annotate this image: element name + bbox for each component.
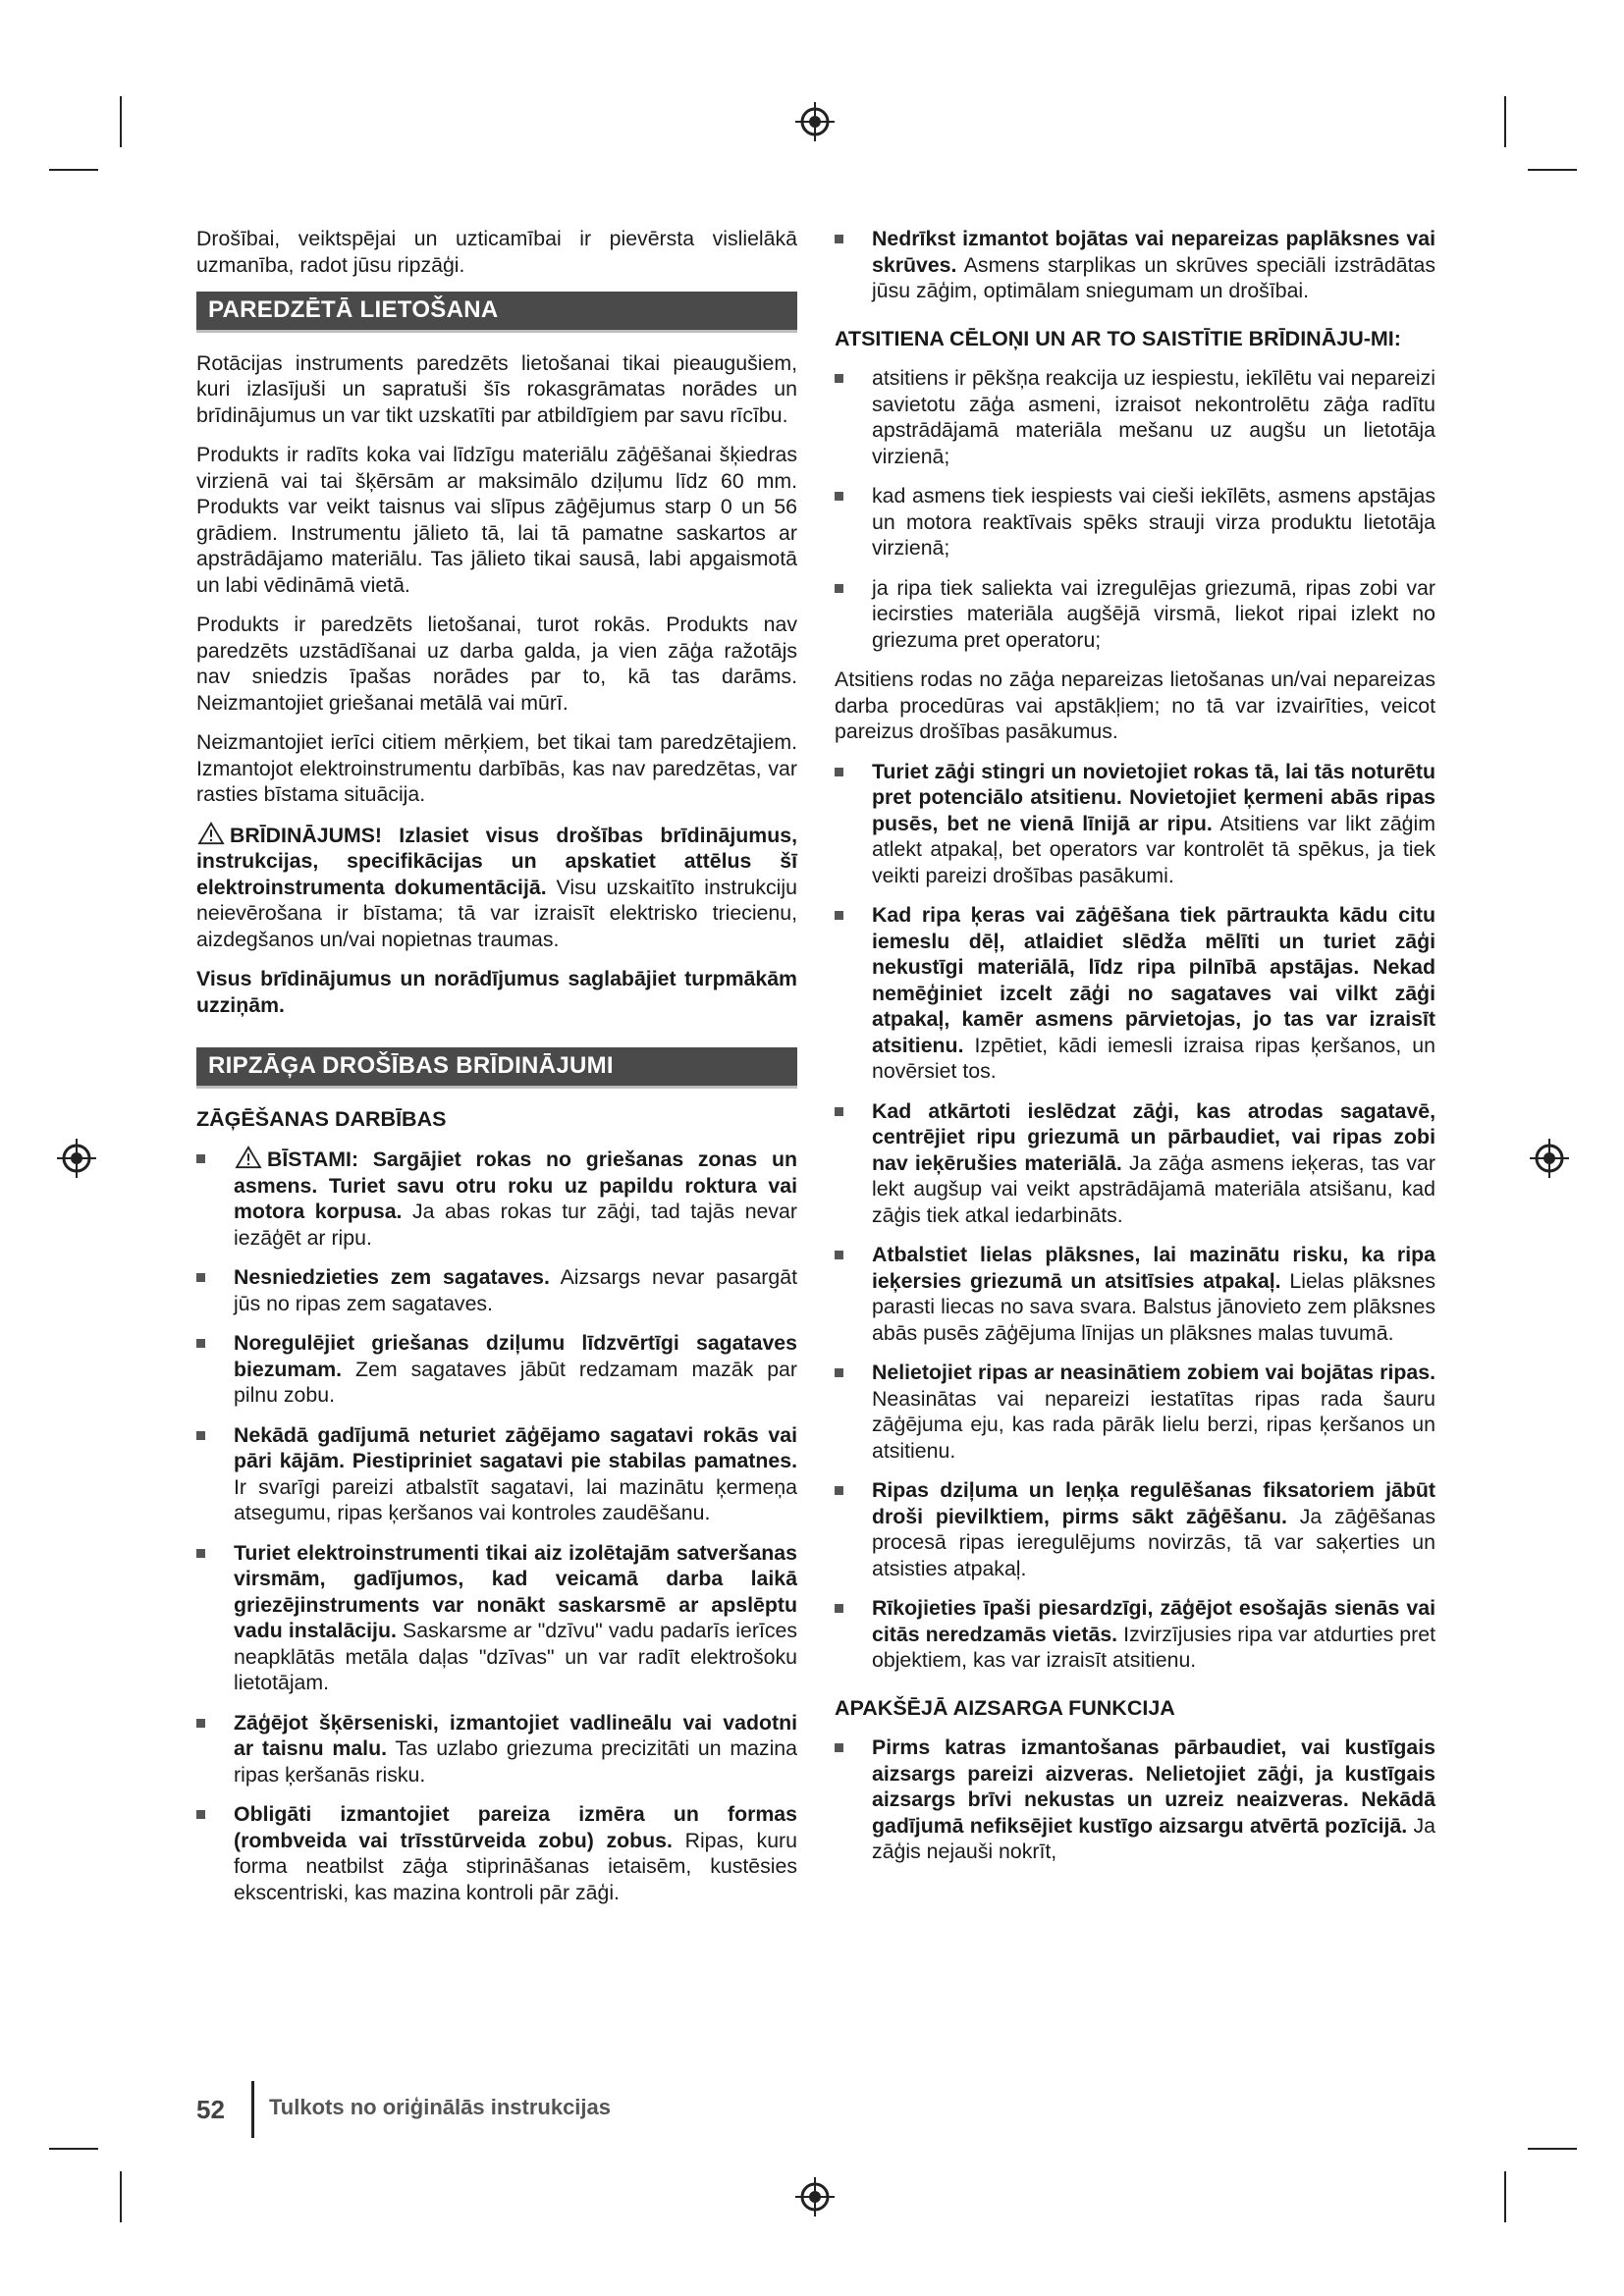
list-item-bold: Atbalstiet lielas plāksnes, lai mazinātu risku, ka ripa ieķersies griezumā un atsitīsies atpakaļ. — [872, 1243, 1435, 1293]
bullet-square-icon — [196, 1549, 205, 1558]
list-item — [835, 902, 1435, 1085]
registration-mark-top-icon — [793, 100, 837, 143]
save-instructions-note: Visus brīdinājumus un norādījumus saglabājiet turpmākām uzziņām. — [196, 967, 797, 1017]
list-item-bold: Turiet zāģi stingri un novietojiet rokas tā, lai tās noturētu pret potenciālo atsitienu. Novietojiet ķermeni abās ripas pusēs, bet ne vienā līnijā ar ripu. — [872, 759, 1435, 835]
crop-mark-top-left-v — [120, 96, 122, 147]
bullet-square-icon — [835, 1251, 843, 1259]
list-item-bold: Nesniedzieties zem sagataves. — [234, 1265, 550, 1289]
kickback-warnings-list — [835, 759, 1435, 1674]
list-item-text: Ja zāģēšanas procesā ripas ieregulējums novirzās, tā var saķerties un atsisties atpakaļ. — [872, 1504, 1436, 1580]
intended-use-paragraph-3: Produkts ir paredzēts lietošanai, turot rokās. Produkts nav paredzēts uzstādīšanai uz darba galda, ja vien zāģa ražotājs nav sniedzis īpašas norādes par to, kā tas darāms. Neizmantojiet griešanai metālā vai mūrī. — [196, 613, 797, 715]
list-item-text: atsitiens ir pēkšņa reakcija uz iespiestu, iekīlētu vai nepareizi savietotu zāģa asmeni, izraisot nekontrolētu zāģa radītu apstrādājamā materiāla mešanu uz augšu un lietotāja virzienā; — [872, 366, 1435, 468]
list-item-bold: Ripas dziļuma un leņķa regulēšanas fiksatoriem jābūt droši pievilktiem, pirms sākt zāģēšanu. — [872, 1478, 1435, 1528]
general-warning-rest: Visu uzskaitīto instrukciju neievērošana ir bīstama; tā var izraisīt elektrisko triecienu, aizdegšanos un/vai nopietnas traumas. — [196, 875, 797, 951]
footer-text: Tulkots no oriģinālās instrukcijas — [269, 2095, 612, 2119]
list-item-text: Ripas, kuru forma neatbilst zāģa stiprināšanas ietaisēm, kustēsies ekscentriski, kas mazina kontroli pār zāģi. — [234, 1828, 797, 1904]
list-item-bold: Pirms katras izmantošanas pārbaudiet, vai kustīgais aizsargs pareizi aizveras. Nelietojiet zāģi, ja kustīgais aizsargs brīvi nekustas un uzreiz neaizveras. Nekādā gadījumā nefiksējiet kustīgo aizsargu atvērtā pozīcijā. — [872, 1735, 1435, 1838]
list-item — [835, 226, 1435, 304]
bullet-square-icon — [196, 1810, 205, 1819]
list-item-text: Tas uzlabo griezuma precizitāti un mazina ripas ķeršanās risku. — [234, 1736, 797, 1787]
list-item-text: kad asmens tiek iespiests vai cieši iekīlēts, asmens apstājas un motora reaktīvais spēks strauji virza produktu lietotāja virzienā; — [872, 484, 1435, 560]
kickback-paragraph: Atsitiens rodas no zāģa nepareizas lietošanas un/vai nepareizas darba procedūras vai apstākļiem; no tā var izvairīties, veicot pareizus drošības pasākumus. — [835, 667, 1435, 743]
bullet-square-icon — [835, 235, 843, 243]
intended-use-paragraph-4: Neizmantojiet ierīci citiem mērķiem, bet tikai tam paredzētajiem. Izmantojot elektroinstrumentu darbībās, kas nav paredzētas, var rasties bīstama situācija. — [196, 730, 797, 806]
list-item-text: Atsitiens var likt zāģim atlekt atpakaļ, bet operators var kontrolēt tā spēkus, ja tiek veikti pareizi drošības pasākumi. — [872, 811, 1435, 887]
subheading-kickback: ATSITIENA CĒLOŅI UN AR TO SAISTĪTIE BRĪDINĀJU-MI: — [835, 326, 1401, 350]
list-item-text: Ja abas rokas tur zāģi, tad tajās nevar iezāģēt ar ripu. — [234, 1200, 797, 1250]
list-item-bold: Nedrīkst izmantot bojātas vai nepareizas paplāksnes vai skrūves. — [872, 227, 1435, 277]
crop-mark-top-right-h — [1528, 169, 1577, 171]
footer-divider — [251, 2081, 254, 2138]
bullet-square-icon — [196, 1154, 205, 1163]
list-item-text: Saskarsme ar "dzīvu" vadu padarīs ierīces neapklātās metāla daļas "dzīvas" un var radīt elektrošoku lietotājam. — [234, 1619, 798, 1694]
list-item-text: Izpētiet, kādi iemesli izraisa ripas ķeršanos, un novērsiet tos. — [872, 1033, 1435, 1083]
list-item-bold: Noregulējiet griešanas dziļumu līdzvērtīgi sagataves biezumam. — [234, 1331, 797, 1381]
list-item-text: ja ripa tiek saliekta vai izregulējas griezumā, ripas zobi var iecirsties materiāla augšējā virsmā, liekot ripai izlekt no griezuma pret operatoru; — [872, 575, 1435, 652]
bullet-square-icon — [835, 1604, 843, 1613]
list-item-text: Izvirzījusies ripa var atdurties pret objektiem, kas var izraisīt atsitienu. — [872, 1622, 1435, 1672]
list-item-bold: BĪSTAMI: Sargājiet rokas no griešanas zonas un asmens. Turiet savu otru roku uz papildu roktura vai motora korpusa. — [234, 1148, 797, 1223]
list-item — [196, 1330, 797, 1409]
list-item — [835, 1360, 1435, 1464]
bullet-square-icon — [196, 1719, 205, 1728]
registration-mark-bottom-icon — [793, 2175, 837, 2218]
list-item-text: Ja zāģa asmens ieķeras, tas var lekt augšup vai veikt apstrādājamā materiāla atsišanu, kad zāģis tiek atkal iedarbināts. — [872, 1150, 1435, 1227]
list-item — [835, 1477, 1435, 1581]
subheading-cutting-procedures: ZĀĢĒŠANAS DARBĪBAS — [196, 1106, 447, 1131]
bullet-square-icon — [835, 1743, 843, 1752]
list-item — [835, 1735, 1435, 1865]
intended-use-paragraph-2: Produkts ir radīts koka vai līdzīgu materiālu zāģēšanai šķiedras virzienā vai tai šķērsām ar maksimālo dziļumu līdz 60 mm. Produkts var veikt taisnus vai slīpus zāģējumus starp 0 un 56 grādiem. Instrumentu jālieto tā, lai tā pamatne saskartos ar apstrādājamo materiālu. Tas jālieto tikai sausā, labi apgaismotā un labi vēdināmā vietā. — [196, 443, 797, 597]
list-item-text: Lielas plāksnes parasti liecas no sava svara. Balstus jānovieto zem plāksnes abās pusēs zāģējuma līnijas un plāksnes malas tuvumā. — [872, 1268, 1435, 1345]
right-column — [835, 226, 1435, 1879]
list-item-bold: Nekādā gadījumā neturiet zāģējamo sagatavi rokās vai pāri kājām. Piestipriniet sagatavi pie stabilas pamatnes. — [234, 1422, 797, 1472]
crop-mark-top-left-h — [49, 169, 98, 171]
bullet-square-icon — [835, 584, 843, 593]
kickback-causes-list — [835, 365, 1435, 653]
list-item-bold: Turiet elektroinstrumenti tikai aiz izolētajām satveršanas virsmām, gadījumos, kad veicamā darba laikā griezējinstruments var nonākt saskarsmē ar apslēptu vadu instalāciju. — [234, 1540, 797, 1642]
list-item-text: Zem sagataves jābūt redzamam mazāk par pilnu zobu. — [234, 1357, 797, 1407]
list-item-text: Neasinātas vai nepareizi iestatītas ripas rada šauru zāģējuma eju, kas rada pārāk lielu berzi, ripas ķeršanos un atsitienu. — [872, 1386, 1435, 1463]
intro-paragraph: Drošībai, veiktspējai un uzticamībai ir pievērsta vislielākā uzmanība, radot jūsu ripzāģi. — [196, 227, 797, 277]
bullet-square-icon — [835, 768, 843, 776]
left-column — [196, 226, 797, 1919]
list-item — [196, 1710, 797, 1789]
bullet-square-icon — [835, 911, 843, 920]
list-item — [196, 1264, 797, 1316]
list-item — [835, 759, 1435, 889]
bullet-square-icon — [835, 1107, 843, 1116]
list-item — [196, 1540, 797, 1696]
intended-use-paragraph-1: Rotācijas instruments paredzēts lietošanai tikai pieaugušiem, kuri izlasījuši un sapratuši šīs rokasgrāmatas norādes un brīdinājumus un var tikt uzskatīti par atbildīgiem par savu rīcību. — [196, 350, 797, 427]
list-item — [835, 1098, 1435, 1229]
subheading-lower-guard: APAKŠĒJĀ AIZSARGA FUNKCIJA — [835, 1695, 1175, 1720]
list-item — [835, 1242, 1435, 1346]
list-item-text: Aizsargs nevar pasargāt jūs no ripas zem sagataves. — [234, 1265, 797, 1315]
warning-triangle-icon — [196, 822, 226, 845]
crop-mark-bottom-left-h — [49, 2148, 98, 2150]
danger-triangle-icon — [234, 1146, 263, 1169]
bullet-square-icon — [196, 1273, 205, 1282]
bullet-square-icon — [835, 1486, 843, 1495]
bullet-square-icon — [835, 492, 843, 501]
list-item — [835, 483, 1435, 561]
list-item — [835, 365, 1435, 469]
list-item — [196, 1422, 797, 1526]
list-item-text: Asmens starplikas un skrūves speciāli izstrādātas jūsu zāģim, optimālam sniegumam un drošībai. — [872, 252, 1435, 302]
crop-mark-bottom-right-h — [1528, 2148, 1577, 2150]
registration-mark-left-icon — [55, 1137, 98, 1180]
crop-mark-bottom-left-v — [120, 2171, 122, 2222]
bullet-square-icon — [835, 1368, 843, 1377]
crop-mark-bottom-right-v — [1504, 2171, 1506, 2222]
bullet-square-icon — [196, 1339, 205, 1348]
list-item-bold: Kad atkārtoti ieslēdzat zāģi, kas atrodas sagatavē, centrējiet ripu griezumā un pārbaudiet, vai ripas zobi nav ieķērušies materiālā. — [872, 1098, 1435, 1175]
list-item — [835, 1595, 1435, 1674]
crop-mark-top-right-v — [1504, 96, 1506, 147]
list-item — [196, 1146, 797, 1251]
list-item-text: Ir svarīgi pareizi atbalstīt sagatavi, lai mazinātu ķermeņa atsegumu, ripas ķeršanos vai kontroles zaudēšanu. — [234, 1474, 797, 1524]
page-number: 52 — [196, 2095, 225, 2124]
list-item-bold: Nelietojiet ripas ar neasinātiem zobiem vai bojātas ripas. — [872, 1361, 1435, 1384]
bullet-square-icon — [835, 374, 843, 383]
list-item-bold: Obligāti izmantojiet pareiza izmēra un formas (rombveida vai trīsstūrveida zobu) zobus. — [234, 1802, 797, 1852]
washers-warning-list — [835, 226, 1435, 304]
list-item-text: Ja zāģis nejauši nokrīt, — [872, 1813, 1435, 1863]
cutting-warnings-list — [196, 1146, 797, 1905]
list-item — [835, 575, 1435, 654]
list-item — [196, 1801, 797, 1905]
general-warning-bold: BRĪDINĀJUMS! Izlasiet visus drošības brīdinājumus, instrukcijas, specifikācijas un apskatiet attēlus šī elektroinstrumenta dokumentācijā. — [196, 823, 797, 899]
bullet-square-icon — [196, 1431, 205, 1440]
section-heading-intended-use: PAREDZĒTĀ LIETOŠANA — [196, 292, 797, 333]
list-item-bold: Kad ripa ķeras vai zāģēšana tiek pārtraukta kādu citu iemeslu dēļ, atlaidiet slēdža mēlīti un turiet zāģi nekustīgi materiālā, līdz ripa pilnībā apstājas. Nekad nemēģiniet izcelt zāģi no sagataves vai vilkt zāģi atpakaļ, kamēr asmens pārvietojas, jo tas var izraisīt atsitienu. — [872, 903, 1435, 1057]
list-item-bold: Zāģējot šķērseniski, izmantojiet vadlineālu vai vadotni ar taisnu malu. — [234, 1710, 797, 1760]
section-heading-saw-safety: RIPZĀĢA DROŠĪBAS BRĪDINĀJUMI — [196, 1047, 797, 1089]
list-item-bold: Rīkojieties īpaši piesardzīgi, zāģējot esošajās sienās vai citās neredzamās vietās. — [872, 1596, 1435, 1646]
registration-mark-right-icon — [1528, 1137, 1571, 1180]
lower-guard-list — [835, 1735, 1435, 1865]
general-warning-paragraph — [196, 822, 797, 953]
